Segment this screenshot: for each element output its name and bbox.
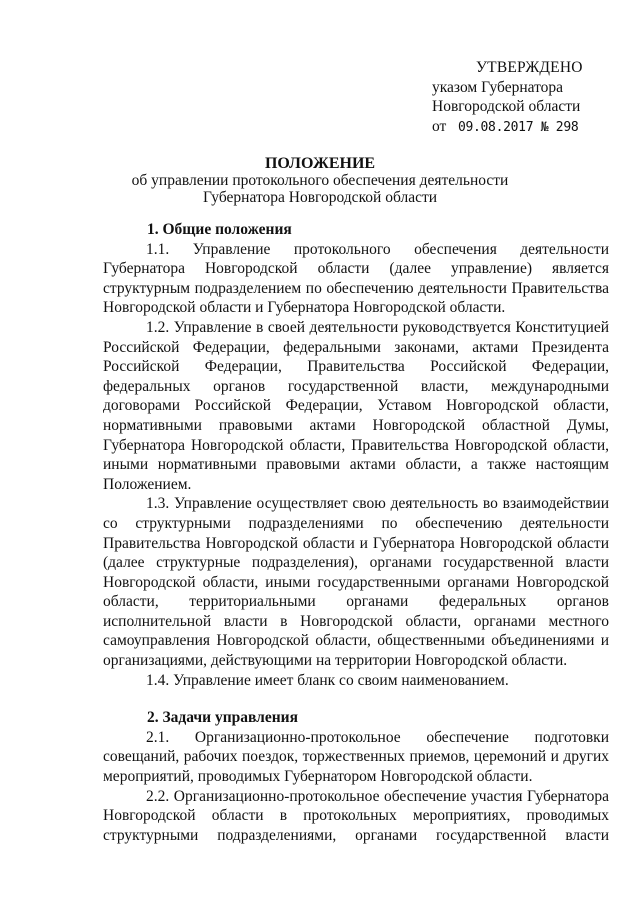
document-subtitle bbox=[0, 172, 640, 206]
section-1-heading: 1. Общие положения bbox=[147, 221, 292, 238]
subtitle-line-1: об управлении протокольного обеспечения деятельности bbox=[131, 172, 509, 189]
section-gap bbox=[103, 690, 609, 708]
paragraph-1-4: 1.4. Управление имеет бланк со своим наименованием. bbox=[146, 671, 509, 689]
paragraph-2-1: 2.1. Организационно-протокольное обеспечение подготовки совещаний, рабочих поездок, торжественных приемов, церемоний и других мероприятий, проводимых Губернатором Новгородской области. bbox=[103, 728, 609, 786]
paragraph-1-3: 1.3. Управление осуществляет свою деятельность во взаимодействии со структурными подразделениями по обеспечению деятельности Правительства Новгородской области и Губернатора Новгородской области (далее структурные подразделения), органами государственной власти Новгородской области, иными государственными органами Новгородской области, территориальными органами федеральных органов исполнительной власти в Новгородской области, органами местного самоуправления Новгородской области, общественными объединениями и организациями, действующими на территории Новгородской области. bbox=[103, 495, 609, 670]
paragraph-1-2: 1.2. Управление в своей деятельности руководствуется Конституцией Российской Федерации, федеральными законами, актами Президента Российской Федерации, Правительства Российской Федерации, федеральных органов государственной власти, международными договорами Российской Федерации, Уставом Новгородской области, нормативными правовыми актами Новгородской областной Думы, Губернатора Новгородской области, Правительства Новгородской области, иными нормативными правовыми актами области, а также настоящим Положением. bbox=[103, 318, 609, 493]
section-2-heading: 2. Задачи управления bbox=[147, 709, 298, 727]
paragraph-2-2: 2.2. Организационно-протокольное обеспечение участия Губернатора Новгородской области в протокольных мероприятиях, проводимых структурными подразделениями, органами государственной власти bbox=[103, 787, 609, 844]
approval-stamp bbox=[432, 58, 583, 137]
paragraph-1-1: 1.1. Управление протокольного обеспечения деятельности Губернатора Новгородской области (далее управление) является структурным подразделением по обеспечению деятельности Правительства Новгородской области и Губернатора Новгородской области. bbox=[103, 240, 609, 317]
approval-date-number: 09.08.2017 № 298 bbox=[457, 119, 579, 135]
approval-region: Новгородской области bbox=[432, 98, 581, 115]
document-title: ПОЛОЖЕНИЕ bbox=[264, 155, 376, 172]
approval-title: УТВЕРЖДЕНО bbox=[476, 59, 583, 76]
approval-issuer: указом Губернатора bbox=[432, 78, 564, 96]
subtitle-line-2: Губернатора Новгородской области bbox=[202, 189, 438, 206]
approval-date-prefix: от bbox=[432, 117, 447, 135]
document-body bbox=[103, 220, 609, 845]
approval-date-line bbox=[432, 117, 583, 138]
